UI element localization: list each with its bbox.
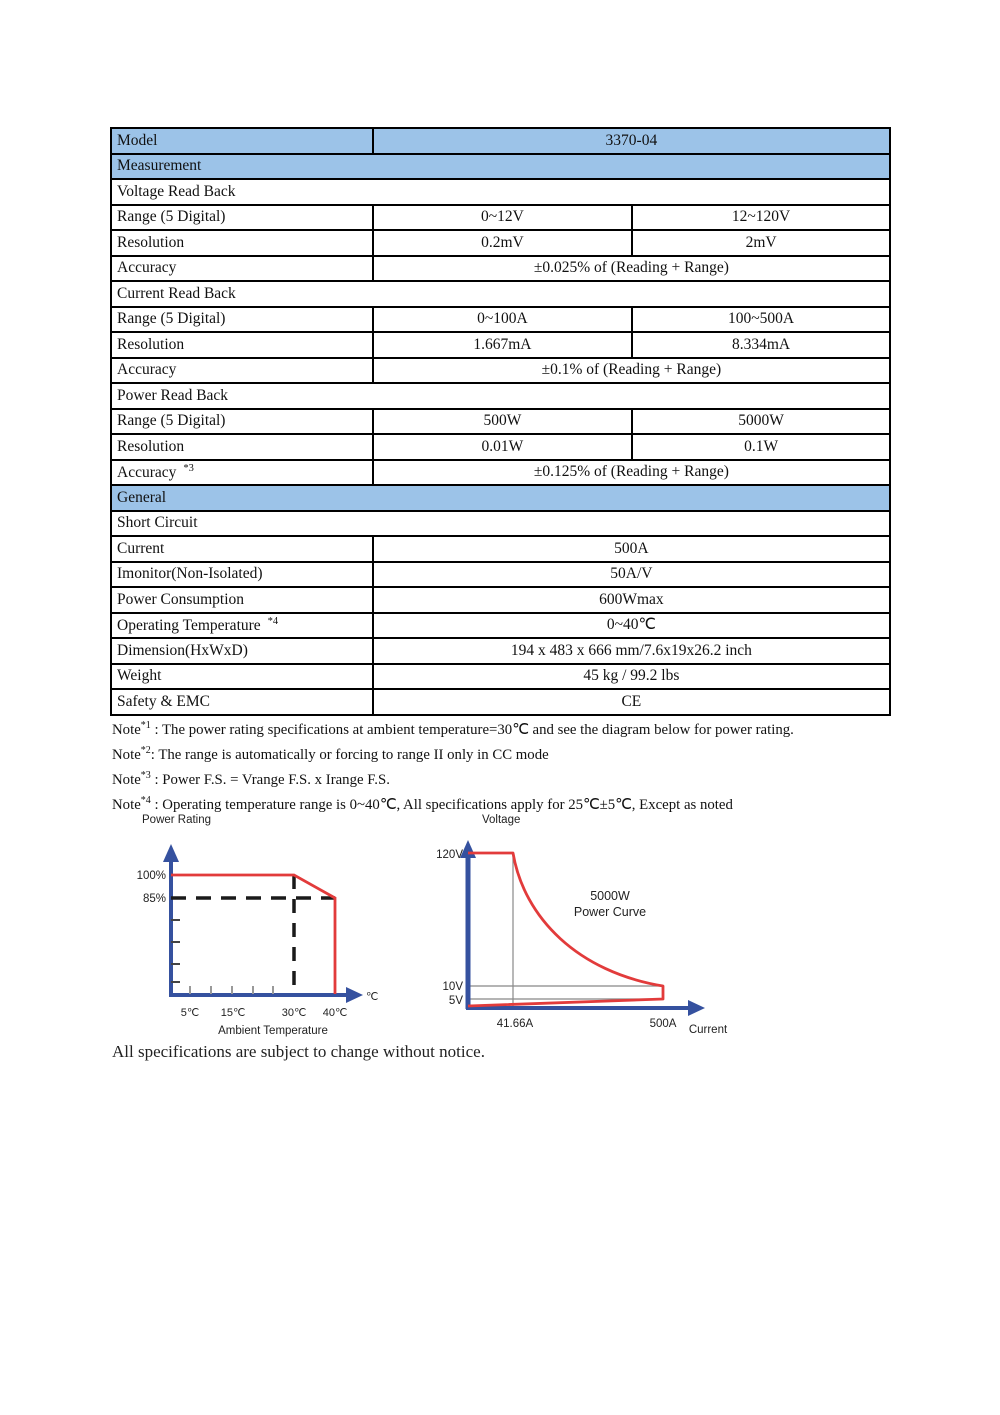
- table-row: [111, 434, 890, 460]
- spec-label: Operating Temperature $^{*4}$: [111, 613, 373, 639]
- footnote-marker: *4: [267, 615, 279, 627]
- table-row: [111, 256, 890, 282]
- table-row: [111, 460, 890, 486]
- note-text: Operating temperature range is 0~40℃, All specifications apply for 25℃±5℃, Except as noted: [162, 796, 733, 813]
- spec-value: 500W: [373, 409, 632, 435]
- spec-value: 45 kg / 99.2 lbs: [373, 664, 890, 690]
- x-axis-title: Ambient Temperature: [218, 1025, 328, 1037]
- table-row: [111, 205, 890, 231]
- x-axis-ticks: [190, 986, 273, 994]
- spec-value: ±0.025% of (Reading + Range): [373, 256, 890, 282]
- x-tick-label-40c: 40℃: [322, 1007, 348, 1019]
- spec-value: 0.1W: [632, 434, 890, 460]
- derating-curve: [171, 875, 335, 994]
- note-line: Note$^{*2}$: The range is automatically or forcing to range II only in CC mode: [112, 745, 549, 763]
- y-axis-arrow-icon: [163, 844, 179, 862]
- spec-value: ±0.125% of (Reading + Range): [373, 460, 890, 486]
- table-row-subsection: [111, 511, 890, 537]
- spec-table: [110, 127, 891, 716]
- table-row: [111, 613, 890, 639]
- table-row: [111, 230, 890, 256]
- table-row: [111, 358, 890, 384]
- subsection-header: Current Read Back: [111, 281, 890, 307]
- y-tick-label-10v: 10V: [442, 981, 463, 993]
- footnote-marker: *3: [183, 462, 194, 474]
- spec-value: 5000W: [632, 409, 890, 435]
- note-text: The power rating specifications at ambient temperature=30℃ and see the diagram below for power rating.: [162, 721, 794, 738]
- spec-label: Accuracy: [111, 358, 373, 384]
- power-rating-chart: [108, 810, 408, 1042]
- x-tick-label-5c: 5℃: [180, 1007, 200, 1019]
- spec-label: Range (5 Digital): [111, 307, 373, 333]
- table-row-section: [111, 154, 890, 180]
- power-curve: [468, 853, 663, 1006]
- spec-value: 0~40℃: [373, 613, 890, 639]
- y-tick-label-85: 85%: [142, 893, 166, 905]
- spec-value: ±0.1% of (Reading + Range): [373, 358, 890, 384]
- spec-label: Power Consumption: [111, 587, 373, 613]
- footnote-marker: *2: [140, 745, 151, 756]
- table-row-subsection: [111, 179, 890, 205]
- spec-value: 600Wmax: [373, 587, 890, 613]
- footnote-marker: *4: [140, 795, 151, 806]
- section-header: General: [111, 485, 890, 511]
- table-row-model: [111, 128, 890, 154]
- spec-value: CE: [373, 689, 890, 715]
- spec-label: Range (5 Digital): [111, 205, 373, 231]
- y-tick-label-120v: 120V: [436, 849, 463, 861]
- subsection-header: Short Circuit: [111, 511, 890, 537]
- y-tick-label-100: 100%: [136, 870, 166, 882]
- spec-value: 50A/V: [373, 562, 890, 588]
- spec-value: 194 x 483 x 666 mm/7.6x19x26.2 inch: [373, 638, 890, 664]
- table-row: [111, 409, 890, 435]
- spec-label: Accuracy $^{*3}$: [111, 460, 373, 486]
- table-row-section: [111, 485, 890, 511]
- x-tick-label-15c: 15℃: [220, 1007, 246, 1019]
- spec-value: 1.667mA: [373, 332, 632, 358]
- spec-value: 0.01W: [373, 434, 632, 460]
- model-value: 3370-04: [373, 128, 890, 154]
- spec-value: 100~500A: [632, 307, 890, 333]
- note-line: Note$^{*4}$ : Operating temperature range is 0~40℃, All specifications apply for 25℃±5℃, Except as noted: [112, 795, 733, 813]
- note-text: The range is automatically or forcing to range II only in CC mode: [158, 746, 549, 763]
- spec-label: Current: [111, 536, 373, 562]
- spec-value: 500A: [373, 536, 890, 562]
- spec-value: 0.2mV: [373, 230, 632, 256]
- subsection-header: Voltage Read Back: [111, 179, 890, 205]
- spec-label: Imonitor(Non-Isolated): [111, 562, 373, 588]
- guide-lines: [468, 853, 663, 1008]
- disclaimer-text: All specifications are subject to change without notice.: [112, 1042, 485, 1061]
- table-row: [111, 307, 890, 333]
- curve-annotation-line1: 5000W: [590, 889, 630, 903]
- spec-label: Safety & EMC: [111, 689, 373, 715]
- x-tick-label-500a: 500A: [649, 1018, 677, 1030]
- spec-value: 12~120V: [632, 205, 890, 231]
- table-row: [111, 638, 890, 664]
- note-text: Power F.S. = Vrange F.S. x Irange F.S.: [162, 771, 390, 788]
- table-row: [111, 587, 890, 613]
- y-tick-label-5v: 5V: [448, 995, 463, 1007]
- table-row: [111, 689, 890, 715]
- curve-annotation-line2: Power Curve: [573, 905, 647, 919]
- table-row: [111, 664, 890, 690]
- table-row: [111, 562, 890, 588]
- footnote-marker: *1: [140, 720, 151, 731]
- note-line: Note$^{*1}$ : The power rating specifications at ambient temperature=30℃ and see the diagram below for power rating.: [112, 720, 794, 738]
- table-row-subsection: [111, 383, 890, 409]
- spec-label: Accuracy: [111, 256, 373, 282]
- footnote-marker: *3: [140, 770, 151, 781]
- spec-value: 0~100A: [373, 307, 632, 333]
- spec-label: Resolution: [111, 332, 373, 358]
- model-label: Model: [111, 128, 373, 154]
- footnotes: [112, 716, 892, 816]
- spec-value: 2mV: [632, 230, 890, 256]
- spec-table-container: [110, 127, 891, 716]
- chart-title: Power Rating: [142, 814, 212, 826]
- spec-label: Dimension(HxWxD): [111, 638, 373, 664]
- x-axis-arrow-icon: [346, 987, 363, 1003]
- spec-value: 0~12V: [373, 205, 632, 231]
- table-row: [111, 536, 890, 562]
- spec-label: Weight: [111, 664, 373, 690]
- x-unit-label: ℃: [366, 991, 379, 1003]
- spec-value: 8.334mA: [632, 332, 890, 358]
- x-tick-label-30c: 30℃: [281, 1007, 307, 1019]
- table-row: [111, 332, 890, 358]
- note-line: Note$^{*3}$ : Power F.S. = Vrange F.S. x Irange F.S.: [112, 770, 390, 788]
- subsection-header: Power Read Back: [111, 383, 890, 409]
- spec-label: Resolution: [111, 230, 373, 256]
- spec-label: Resolution: [111, 434, 373, 460]
- x-tick-label-4166a: 41.66A: [496, 1018, 534, 1030]
- section-header: Measurement: [111, 154, 890, 180]
- power-curve-chart: [420, 810, 780, 1042]
- spec-label: Range (5 Digital): [111, 409, 373, 435]
- x-axis-title: Current: [688, 1024, 728, 1036]
- x-axis-arrow-icon: [688, 1000, 705, 1016]
- y-axis-title: Voltage: [482, 814, 521, 826]
- table-row-subsection: [111, 281, 890, 307]
